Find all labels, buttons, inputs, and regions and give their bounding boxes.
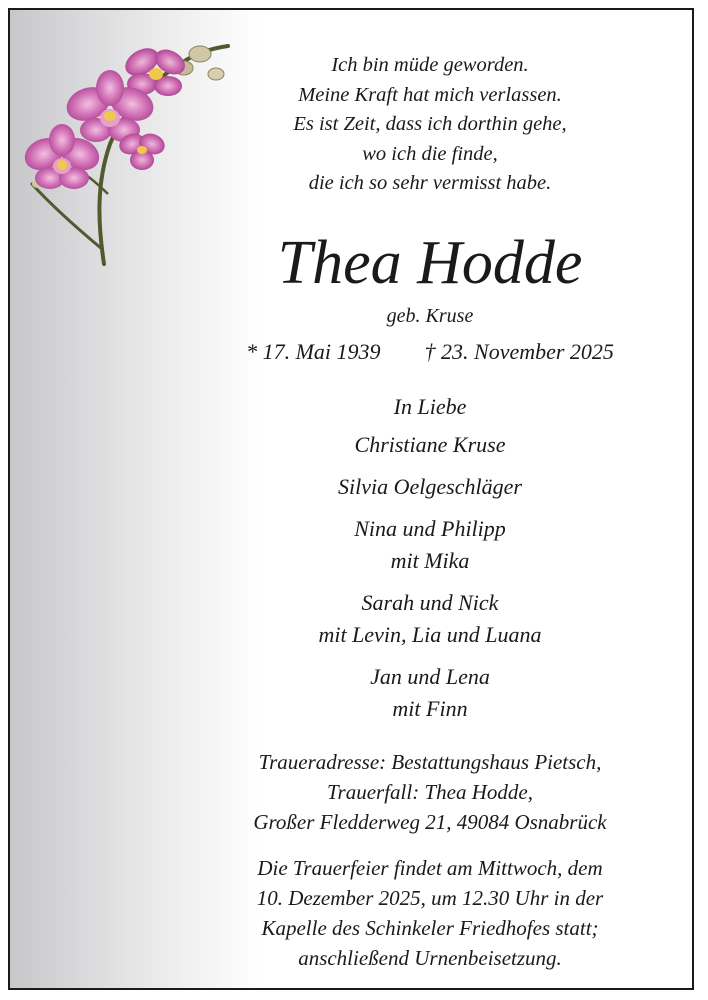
birth-date: * 17. Mai 1939 (246, 339, 381, 364)
address-line: Großer Fledderweg 21, 49084 Osnabrück (253, 810, 607, 834)
obituary-text (200, 10, 660, 988)
service-line: Kapelle des Schinkeler Friedhofes statt; (261, 916, 599, 940)
mourner-line: Silvia Oelgeschläger (338, 474, 522, 499)
mourner-group (200, 513, 660, 577)
poem (200, 51, 660, 199)
deceased-name: Thea Hodde (277, 229, 583, 297)
mourner-line: mit Levin, Lia und Luana (318, 622, 542, 647)
mourner-line: mit Finn (392, 696, 468, 721)
mourners-intro: In Liebe (393, 394, 467, 419)
poem-line: Es ist Zeit, dass ich dorthin gehe, (293, 113, 567, 135)
mourner-group (200, 587, 660, 651)
service-line: Die Trauerfeier findet am Mittwoch, dem (257, 856, 603, 880)
mourner-line: mit Mika (390, 548, 470, 573)
mourner-line: Nina und Philipp (354, 516, 506, 541)
mourner-group (200, 471, 660, 503)
mourner-group (200, 429, 660, 461)
death-date: † 23. November 2025 (424, 339, 614, 364)
poem-line: die ich so sehr vermisst habe. (308, 172, 552, 194)
mourning-address (200, 747, 660, 837)
mourner-line: Jan und Lena (370, 664, 490, 689)
service-line: 10. Dezember 2025, um 12.30 Uhr in der (256, 886, 604, 910)
poem-line: Meine Kraft hat mich verlassen. (298, 83, 562, 106)
poem-line: wo ich die finde, (362, 142, 498, 165)
funeral-service-info (200, 853, 660, 973)
poem-line: Ich bin müde geworden. (331, 54, 529, 76)
mourner-line: Christiane Kruse (354, 432, 506, 457)
address-line: Traueradresse: Bestattungshaus Pietsch, (258, 750, 602, 774)
mourner-group (200, 661, 660, 725)
birth-name: geb. Kruse (386, 305, 474, 327)
address-line: Trauerfall: Thea Hodde, (327, 780, 533, 804)
mourner-line: Sarah und Nick (361, 590, 499, 615)
obituary-frame (8, 8, 694, 990)
life-dates (200, 337, 660, 367)
service-line: anschließend Urnenbeisetzung. (298, 946, 562, 970)
mourners (200, 392, 660, 735)
